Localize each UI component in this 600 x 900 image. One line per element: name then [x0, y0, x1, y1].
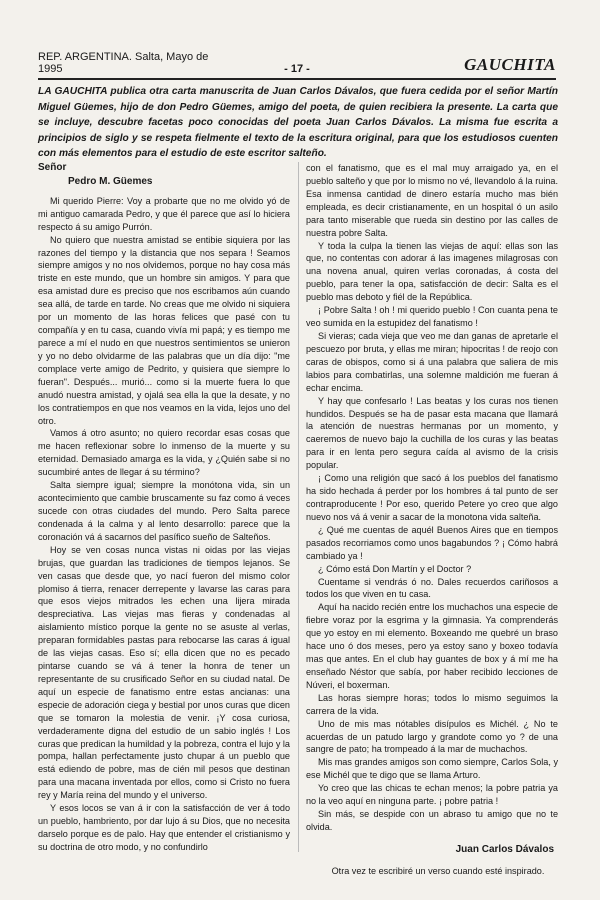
page-header — [38, 51, 557, 80]
letter-paragraph: Y hay que confesarlo ! Las beatas y los curas nos tienen hundidos. Después se ha de pasar esta macana que llamará la atención de nuestras hermanas por un momento, y caeremos de nuevo bajo la cuchilla de los curas y las beatas para ir en lenta pero segura caída al avismo de la crisis popular. — [306, 395, 558, 471]
intro-paragraph: LA GAUCHITA publica otra carta manuscrita de Juan Carlos Dávalos, que fuera cedida por el señor Martín Miguel Güemes, hijo de don Pedro Güemes, amigo del poeta, de quien recibiera la presente. La carta que se incluye, descubre facetas poco conocidas del poeta Juan Carlos Dávalos. La misma fue escrita a principios de siglo y se respeta fielmente el texto de la escritura original, para que los estudiosos cuenten con más elementos para el estudio de este escritor salteño. — [38, 86, 558, 160]
letter-paragraph: Cuentame si vendrás ó no. Dales recuerdos cariñosos a todos los que viven en tu casa. — [306, 576, 558, 600]
letter-paragraph: Sin más, se despide con un abraso tu amigo que no te olvida. — [306, 809, 558, 833]
left-column — [38, 162, 290, 854]
letter-paragraph: Si vieras; cada vieja que veo me dan ganas de apretarle el pescuezo por bruta, y ellas me miran; hipocritas ! de reojo con caras de obispos, como si á una palabra que saliera de mis labios para combatirlas, una solemne maldición me fueran á echar encima. — [306, 330, 558, 393]
letter-paragraph: Salta siempre igual; siempre la monótona vida, sin un acontecimiento que cambie bruscamente su faz como á veces sucede con otras ciudades del mundo. Pero Salta parece condenada á la calma y al lento desarrollo: parece que la coronación vá á sacarnos del pasífico sueño de Salteños. — [38, 480, 290, 542]
letter-paragraph: con el fanatismo, que es el mal muy arraigado ya, en el pueblo salteño y que por lo mismo no vé, llevandolo á la ruina. Esa inmensa cantidad de dinero estaría mucho mas bién empleada, es decir cristianamente, en un hospital ó un asilo para tanto miserable que rueda sin destino por las calles de nuestra pobre Salta. — [306, 163, 558, 238]
postscript: Otra vez te escribiré un verso cuando esté inspirado. — [331, 865, 545, 876]
letter-paragraph: Hoy se ven cosas nunca vistas ni oidas por las viejas brujas, que guardan las tradiciones de tiempos lejanos. Se ven casas que desde que, yo nací fueron del mismo color plomiso á tierra, renacer derrepente y lavarse las caras para que esos viejos mitrados les echen una lijera mirada despreciativa. Las viejas mas fieras y condenadas al aislamiento místico porque la gente no se asuste al verlas, preparan formidables pastas para rebocarse las caras á igual de las viejas casas. Eso sí; ella dicen que no es pecado pintarse cuando se vá á tener la honra de tener un representante de su crusificado Señor en su ciudad natal. De aquí un especie de fanatismo entre estas ancianas: una especie de adoración ciega y bestial por unos curas que dicen que se tomaron la molestia de venir. ¡Y cosa curiosa, verdaderamente digna del estudio de un sabio inglés ! Los curas que predican la humildad y la pobreza, contra el lujo y la pompa, hallan perfectamente justo chupar á un pueblo que está ediendo de pobre, mas de cién mil pesos que destinan para una macana inventada por ellos, como si Cristo no fuera rey y María reina del mundo y el universo. — [38, 544, 290, 801]
column-divider — [298, 162, 299, 852]
letter-paragraph: Yo creo que las chicas te echan menos; la pobre patria ya no la veo aquí en ninguna parte. ¡ pobre patria ! — [306, 783, 558, 807]
letter-paragraph: Mis mas grandes amigos son como siempre, Carlos Sola, y ese Michél que te digo que se llama Arturo. — [306, 757, 558, 781]
salutation-name: Pedro M. Güemes — [68, 175, 153, 187]
letter-paragraph: ¡ Pobre Salta ! oh ! mi querido pueblo ! Con cuanta pena te veo sumida en la estupidez del fanatismo ! — [306, 305, 558, 329]
letter-paragraph: No quiero que nuestra amistad se entibie siquiera por las razones del tiempo y la distancia que nos separa ! Seamos siempre amigos y no nos olvidemos, porque no hay cosa más triste en este mundo, que un hombre sin amigos. Y para que esa amistad dure es preciso que nos escribamos aún cuando sea allá, de tarde en tarde. No creas que me olvido ni siquiera por un momento de las horas felices que pasé con tu compañía y en tu casa, cuando vivía mi papá; y es tiempo me parece a mí el nudo en que nuestros sentimientos se unieron y yo no debo olvidarme de las palabras que un día dijo: "me complace verte amigo de Pedrito, y quisiera que siempre lo fueran". Después... murió... como si la muerte fuera lo que anudó nuestra amistad, y ojalá sea ella la que la desate, y no los contratiempos en que nos veamos en la vida, lejos uno del otro. — [38, 234, 290, 426]
gauchita-logo: GAUCHITA — [464, 55, 557, 74]
letter-paragraph: Aquí ha nacido recién entre los muchachos una especie de fiebre voraz por la esgrima y la gimnasia. Ya comprenderás que yo estoy en mi elemento. Boxeando me quebré un braso hace uno ó dos meses, pero ya estoy sano y boxeo todavía mas que antes. En el club hay guantes de box y á mí me ha enseñado Néstor que sabía, por haber recibido lecciones de Núveri, el boxerman. — [306, 602, 558, 690]
letter-paragraph: Y toda la culpa la tienen las viejas de aquí: ellas son las que, no contentas con adorar á las imagenes milagrosas con una novena anual, quiren verlas coronadas, á costa del pueblo, para tener la opa, satisfacción de decir: Salta es el pueblo mas deboto y fiél de la República. — [306, 240, 558, 303]
letter-paragraph: Uno de mis mas nótables disípulos es Michél. ¿ No te acuerdas de un patudo largo y grandote como yo ? de una sangre de pato; ha trompeado á la mar de muchachos. — [306, 718, 558, 755]
letter-paragraph: ¿ Qué me cuentas de aquél Buenos Aires que en tiempos pasados recorriamos como unos bagabundos ? ¡ Cómo habrá cambiado ya ! — [306, 524, 558, 561]
page-number: - 17 - — [284, 63, 310, 75]
letter-paragraph: Y esos locos se van á ir con la satisfacción de ver á todo un pueblo, hambriento, por dar lujo á su Dios, que no necesita darselo porque es de palo. Hay que entender el cristianismo y su doctrina de otro modo, y no confundirlo — [38, 803, 290, 852]
letter-paragraph: Vamos á otro asunto; no quiero recordar esas cosas que me hacen reflexionar sobre lo inmenso de la muerte y su eternidad. Demasiado amarga es la vida, y ¿Quién sabe si no sucumbiré antes de llegar á su término? — [38, 428, 290, 478]
letter-paragraph: ¡ Como una religión que sacó á los pueblos del fanatismo ha sido hechada á perder por los hombres á tal punto de ser contraproducente ! Por eso, querido Petere yo creo que algo nuevo nos vá á venir a sacar de la monotona vida salteña. — [306, 473, 558, 522]
letter-paragraph: Las horas siempre horas; todos lo mismo seguimos la carrera de la vida. — [306, 692, 558, 716]
salutation-title: Señor — [38, 162, 67, 173]
letter-paragraph: ¿ Cómo está Don Martín y el Doctor ? — [318, 563, 472, 574]
letter-paragraph: Mi querido Pierre: Voy a probarte que no me olvido yó de mi antiguo camarada Pedro, y que él parece que así lo hiciera respecto á su amigo Purrón. — [38, 195, 290, 232]
right-column — [306, 162, 558, 878]
issue-date: REP. ARGENTINA. Salta, Mayo de 1995 — [38, 51, 209, 75]
signature: Juan Carlos Dávalos — [455, 843, 554, 855]
